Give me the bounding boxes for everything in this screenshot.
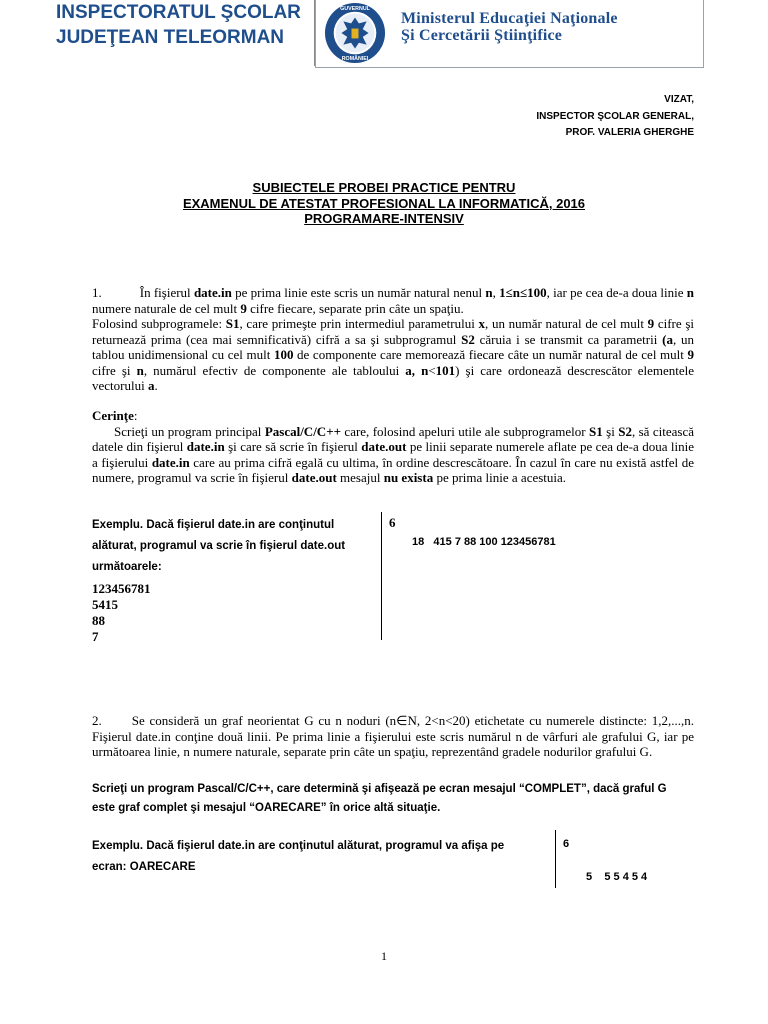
- ministry-line2: Şi Cercetării Ştiinţifice: [401, 27, 563, 44]
- text: Folosind subprogramele:: [92, 316, 226, 331]
- text-bold: date.in: [186, 439, 225, 454]
- problem1-statement: [92, 285, 694, 394]
- problem1-example-text: [92, 515, 345, 578]
- government-seal-icon: [324, 2, 386, 64]
- ministry-name: [401, 10, 618, 44]
- problem2-input-values: 5 5 5 4 5 4: [586, 871, 648, 883]
- seal-top-text: GUVERNUL: [340, 6, 370, 13]
- text-bold: date.in: [193, 285, 232, 300]
- example-line: Exemplu. Dacă fişierul date.in are conţinutul: [92, 519, 335, 531]
- text-bold: 9: [240, 300, 247, 316]
- text-bold: date.out: [291, 470, 337, 485]
- problem1-input-values: 18 415 7 88 100 123456781: [412, 536, 556, 548]
- title-line3: PROGRAMARE-INTENSIV: [304, 211, 464, 226]
- text: , un număr natural de cel mult: [485, 316, 648, 331]
- problem2-number: 2.: [92, 713, 102, 728]
- text-bold: 1≤n≤100: [499, 285, 547, 300]
- text-bold: a, n: [405, 362, 429, 378]
- problem2-requirements: [92, 780, 702, 818]
- output-line: 88: [92, 613, 105, 628]
- example-line: alăturat, programul va scrie în fişierul date.out: [92, 540, 346, 552]
- text: , iar pe cea de-a doua linie: [546, 285, 687, 300]
- text: şi care să scrie în fişierul: [224, 439, 362, 454]
- text: ) şi care ordonează descrescător elementele vectorului: [92, 362, 695, 393]
- text: , care primeşte prin intermediul parametrului: [239, 316, 479, 331]
- text: <: [428, 362, 436, 378]
- text-bold: a: [147, 378, 155, 393]
- title-line1: SUBIECTELE PROBEI PRACTICE PENTRU: [252, 180, 516, 195]
- requirement-line: este graf complet şi mesajul “OARECARE” în orice altă situaţie.: [92, 802, 441, 814]
- inspectorate-name: [56, 0, 314, 70]
- text-bold: nu exista: [383, 470, 434, 485]
- text: cifre fiecare, separate prin câte un spaţiu.: [246, 300, 464, 316]
- output-line: 5415: [92, 597, 118, 612]
- text: numere naturale de cel mult: [92, 300, 241, 316]
- ministry-box: [315, 0, 704, 68]
- text-bold: x: [478, 316, 486, 331]
- problem2-input-n: 6: [563, 838, 570, 850]
- text-bold: date.in: [151, 454, 190, 470]
- text: pe linii separate numerele aflate pe cea de-a doua linie a fişierului: [92, 439, 694, 470]
- text-bold: n: [136, 362, 144, 378]
- inspectorate-line2: JUDEŢEAN TELEORMAN: [56, 27, 285, 48]
- text-bold: S1: [589, 423, 603, 439]
- text: , să citească datele din fişierul: [92, 423, 694, 454]
- page-number: 1: [381, 949, 387, 963]
- text: pe prima linie este scris un număr natural nenul: [231, 285, 486, 300]
- text: Se consideră un graf neorientat G cu n noduri (n∈N, 2<n<20) etichetate cu numerele distincte: 1,2,...,n. Fişierul date.in conţine două linii. Pe prima linie a fişierului este scris numărul n de vârfuri ale grafului G, iar pe următoarea linie, n numere naturale, separate prin câte un spaţiu, reprezentând gradele nodurilor grafului G.: [92, 713, 694, 759]
- approval-line3: PROF. VALERIA GHERGHE: [565, 127, 694, 138]
- text: de componente care memorează fiecare câte un număr natural de cel mult: [293, 347, 688, 362]
- document-header: [56, 0, 704, 70]
- seal-bottom-text: ROMÂNIEI: [341, 56, 369, 63]
- inspectorate-line1: INSPECTORATUL ŞCOLAR: [56, 2, 301, 23]
- text-bold: n: [686, 285, 695, 300]
- text: Scrieţi un program principal: [114, 423, 265, 439]
- text-bold: S2: [618, 423, 632, 439]
- example-divider: [555, 830, 556, 888]
- text-bold: (a: [662, 331, 673, 347]
- problem1-input-n: 6: [389, 515, 396, 530]
- ministry-line1: Ministerul Educaţiei Naţionale: [401, 10, 618, 27]
- approval-line2: INSPECTOR ŞCOLAR GENERAL,: [536, 110, 694, 122]
- requirements-label: Cerinţe: [92, 408, 134, 423]
- text: cifre şi returnează prima (cea mai semnificativă) cifră a sa şi subprogramul: [92, 316, 694, 347]
- text-bold: 100: [273, 347, 294, 362]
- text: , un tablou unidimensional cu cel mult: [92, 331, 694, 362]
- example-line: ecran: OARECARE: [92, 861, 196, 873]
- text: mesajul: [336, 470, 384, 485]
- problem2-statement: [92, 713, 694, 760]
- text-bold: 101: [435, 362, 456, 378]
- text: :: [133, 408, 138, 423]
- text: .: [154, 378, 158, 393]
- text: care au prima cifră egală cu ultima, în ordine descrescătoare. În cazul în care nu există astfel de numere, programul va scrie în fişierul: [92, 454, 694, 485]
- example-line: Exemplu. Dacă fişierul date.in are conţinutul alăturat, programul va afişa pe: [92, 840, 505, 852]
- example-divider: [381, 512, 382, 640]
- text: cifre şi: [92, 362, 137, 378]
- text-bold: S1: [225, 316, 240, 331]
- requirement-line: Scrieţi un program Pascal/C/C++, care determină şi afişează pe ecran mesajul “COMPLET”, dacă graful G: [92, 783, 667, 795]
- approval-line1: VIZAT,: [664, 94, 694, 105]
- example-line: următoarele:: [92, 561, 162, 573]
- text: şi: [602, 423, 619, 439]
- title-line2: EXAMENUL DE ATESTAT PROFESIONAL LA INFORMATICĂ, 2016: [182, 195, 586, 211]
- text: care, folosind apeluri utile ale subprogramelor: [341, 423, 590, 439]
- text: În fişierul: [139, 285, 194, 300]
- problem1-number: 1.: [92, 285, 102, 300]
- document-title: [0, 180, 768, 227]
- text: , numărul efectiv de componente ale tabloului: [143, 362, 406, 378]
- text-bold: Pascal/C/C++: [264, 423, 342, 439]
- text: pe prima linie a acestuia.: [433, 470, 567, 485]
- approval-block: [536, 92, 694, 142]
- text-bold: n: [485, 285, 493, 300]
- text: ,: [492, 285, 500, 300]
- text-bold: date.out: [361, 439, 407, 454]
- output-line: 123456781: [92, 581, 151, 596]
- text-bold: 9: [647, 316, 655, 331]
- problem1-requirements: [92, 408, 694, 486]
- output-line: 7: [92, 629, 99, 644]
- problem2-example-text: [92, 836, 504, 878]
- text: căruia i se transmit ca parametrii: [474, 331, 663, 347]
- text-bold: S2: [461, 331, 475, 347]
- text-bold: 9: [687, 347, 694, 362]
